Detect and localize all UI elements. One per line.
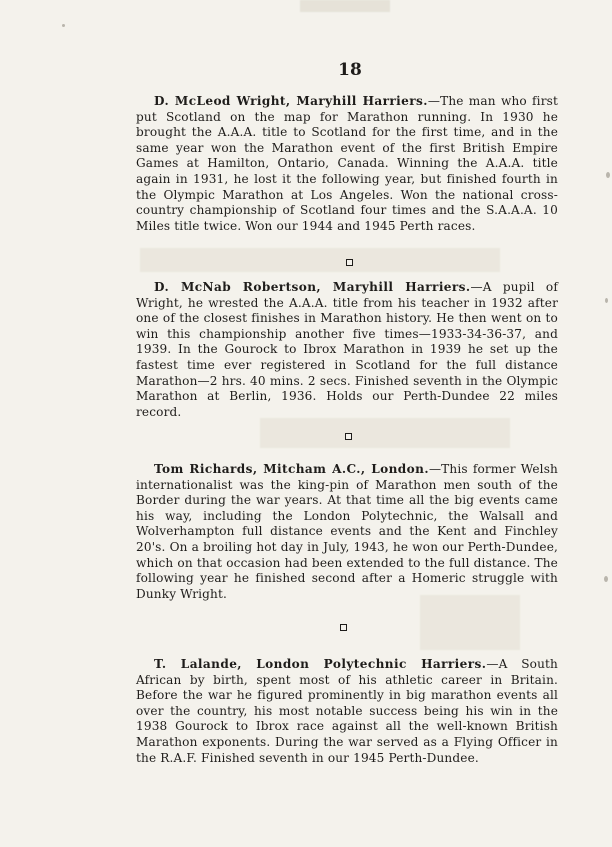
entry-name: T. Lalande, London Polytechnic Harriers. [154, 657, 487, 671]
entry-mcleod-wright [136, 94, 558, 234]
separator-mark [345, 433, 352, 440]
speck [605, 298, 608, 303]
page-number: 18 [338, 60, 362, 80]
show-through-smudge [140, 248, 500, 272]
entry-mcnab-robertson [136, 280, 558, 420]
speck [62, 24, 65, 27]
entry-lalande [136, 657, 558, 766]
entry-text: —This former Welsh internationalist was the king-pin of Marathon men south of the Border during the war years. At that time all the big events came his way, including the London Polytechnic, the Walsall and Wolverhampton full distance events and the Kent and Finchley 20's. On a broiling hot day in July, 1943, he won our Perth-Dundee, which on that occasion had been extended to the full distance. The following year he finished second after a Homeric struggle with Dunky Wright. [136, 462, 558, 601]
separator-mark [346, 259, 353, 266]
entry-text: —The man who first put Scotland on the map for Marathon running. In 1930 he brought the A.A.A. title to Scotland for the first time, and in the same year won the Marathon event of the first British Empire Games at Hamilton, Ontario, Canada. Winning the A.A.A. title again in 1931, he lost it the following year, but finished fourth in the Olympic Marathon at Los Angeles. Won the national cross-country championship of Scotland four times and the S.A.A.A. 10 Miles title twice. Won our 1944 and 1945 Perth races. [136, 94, 558, 233]
separator-mark [340, 624, 347, 631]
show-through-smudge [420, 595, 520, 650]
entry-name: D. McLeod Wright, Maryhill Harriers. [154, 94, 428, 108]
entry-tom-richards [136, 462, 558, 602]
entry-name: D. McNab Robertson, Maryhill Harriers. [154, 280, 471, 294]
show-through-smudge [260, 418, 510, 448]
speck [604, 576, 608, 582]
show-through-smudge [300, 0, 390, 12]
entry-text: —A pupil of Wright, he wrested the A.A.A. title from his teacher in 1932 after one of the closest finishes in Marathon history. He then went on to win this championship another five times—1933-34-36-37, and 1939. In the Gourock to Ibrox Marathon in 1939 he set up the fastest time ever registered in Scotland for the full distance Marathon—2 hrs. 40 mins. 2 secs. Finished seventh in the Olympic Marathon at Berlin, 1936. Holds our Perth-Dundee 22 miles record. [136, 280, 558, 419]
entry-text: —A South African by birth, spent most of his athletic career in Britain. Before the war he figured prominently in big marathon events all over the country, his most notable success being his win in the 1938 Gourock to Ibrox race against all the well-known British Marathon exponents. During the war served as a Flying Officer in the R.A.F. Finished seventh in our 1945 Perth-Dundee. [136, 657, 558, 765]
entry-name: Tom Richards, Mitcham A.C., London. [154, 462, 429, 476]
speck [606, 172, 610, 178]
